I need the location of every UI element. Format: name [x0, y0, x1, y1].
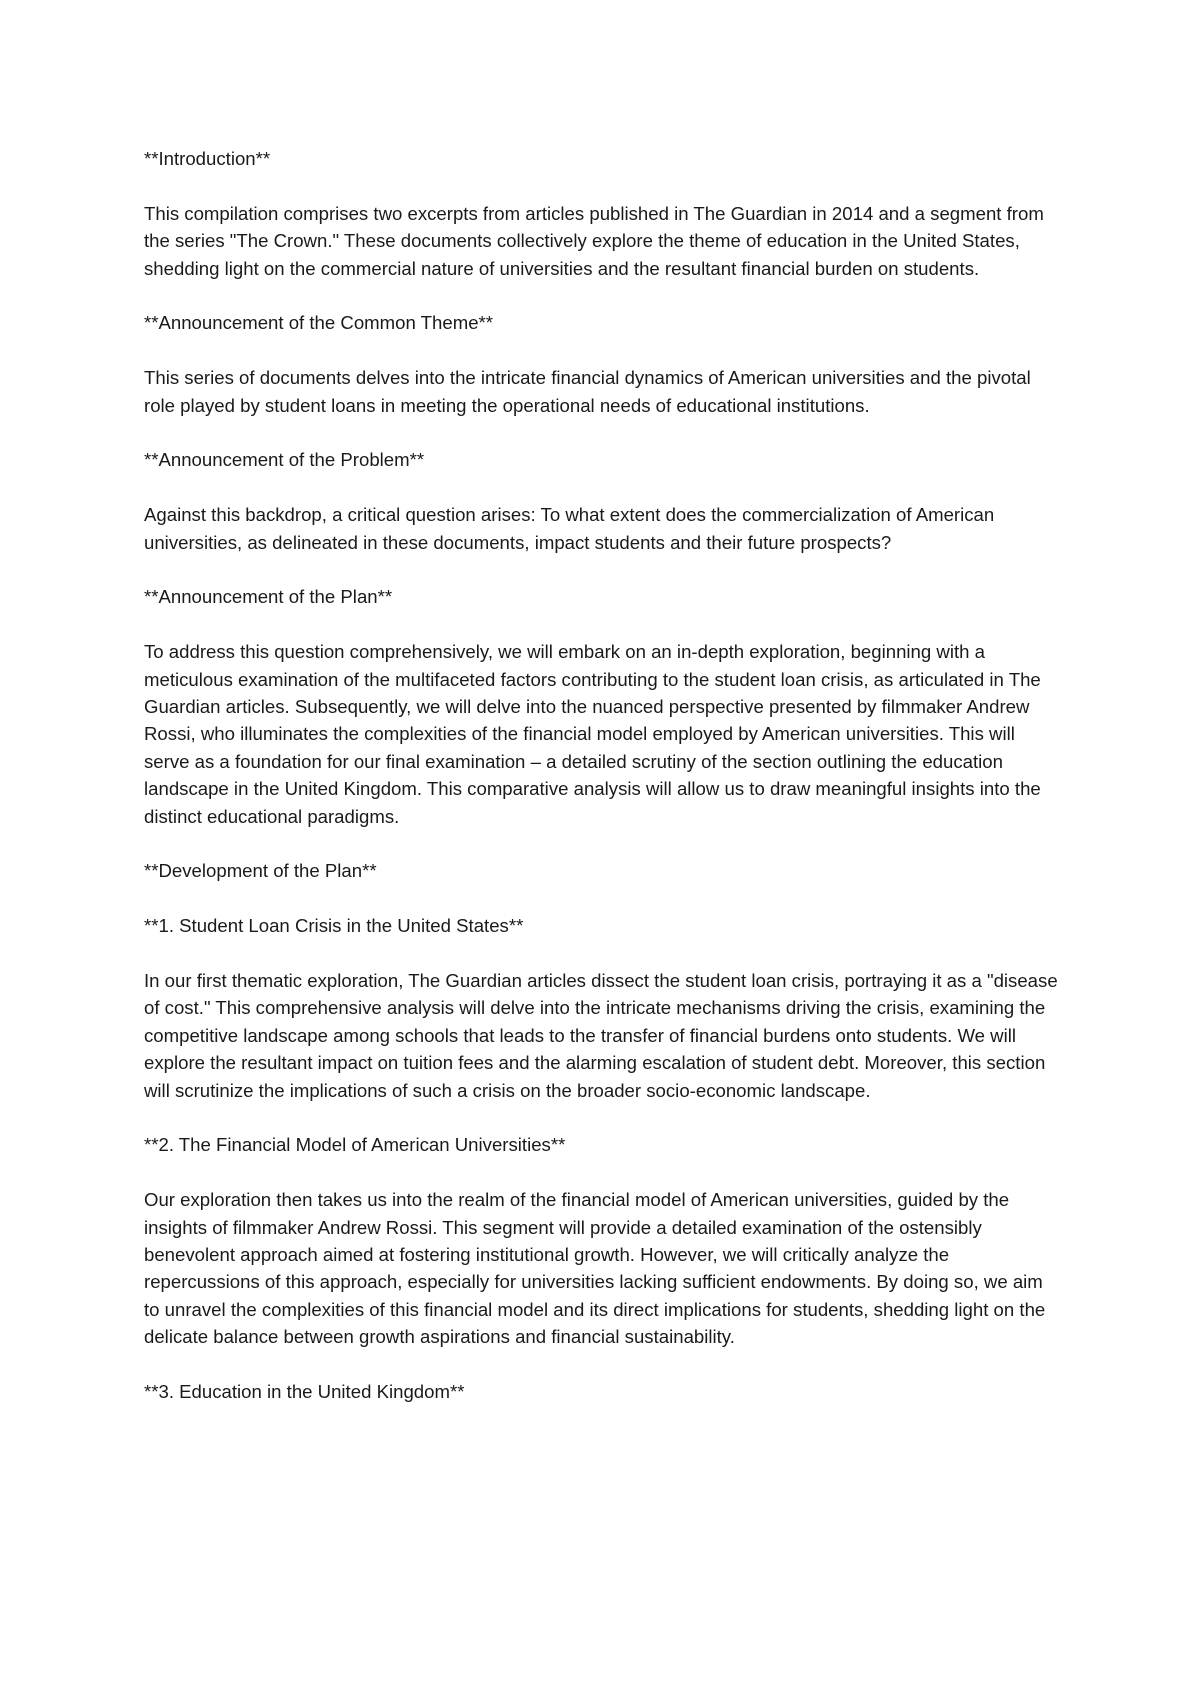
problem-heading: **Announcement of the Problem**: [144, 449, 425, 471]
intro-paragraph: This compilation comprises two excerpts from articles published in The Guardian in 2014 and a segment from the series "The Crown." These documents collectively explore the theme of education in the United States, shedding light on the commercial nature of universities and the resultant financial burden on students.: [144, 202, 1044, 279]
common-theme-paragraph: This series of documents delves into the intricate financial dynamics of American universities and the pivotal role played by student loans in meeting the operational needs of educational institutions.: [144, 367, 1031, 416]
development-heading: **Development of the Plan**: [144, 860, 377, 882]
section-1-heading: **1. Student Loan Crisis in the United States**: [144, 915, 524, 937]
plan-heading: **Announcement of the Plan**: [144, 586, 393, 608]
section-3-heading: **3. Education in the United Kingdom**: [144, 1381, 465, 1403]
problem-paragraph: Against this backdrop, a critical question arises: To what extent does the commercialization of American universities, as delineated in these documents, impact students and their future prospects?: [144, 504, 995, 553]
common-theme-heading: **Announcement of the Common Theme**: [144, 312, 494, 334]
document-body: [144, 145, 1062, 1433]
section-2-paragraph: Our exploration then takes us into the realm of the financial model of American universities, guided by the insights of filmmaker Andrew Rossi. This segment will provide a detailed examination of the ostensibly benevolent approach aimed at fostering institutional growth. However, we will critically analyze the repercussions of this approach, especially for universities lacking sufficient endowments. By doing so, we aim to unravel the complexities of this financial model and its direct implications for students, shedding light on the delicate balance between growth aspirations and financial sustainability.: [144, 1189, 1046, 1348]
section-2-heading: **2. The Financial Model of American Universities**: [144, 1134, 566, 1156]
plan-paragraph: To address this question comprehensively, we will embark on an in-depth exploration, beginning with a meticulous examination of the multifaceted factors contributing to the student loan crisis, as articulated in The Guardian articles. Subsequently, we will delve into the nuanced perspective presented by filmmaker Andrew Rossi, who illuminates the complexities of the financial model employed by American universities. This will serve as a foundation for our final examination – a detailed scrutiny of the section outlining the education landscape in the United Kingdom. This comparative analysis will allow us to draw meaningful insights into the distinct educational paradigms.: [144, 641, 1041, 827]
intro-heading: **Introduction**: [144, 148, 271, 169]
section-1-paragraph: In our first thematic exploration, The Guardian articles dissect the student loan crisis, portraying it as a "disease of cost." This comprehensive analysis will delve into the intricate mechanisms driving the crisis, examining the competitive landscape among schools that leads to the transfer of financial burdens onto students. We will explore the resultant impact on tuition fees and the alarming escalation of student debt. Moreover, this section will scrutinize the implications of such a crisis on the broader socio-economic landscape.: [144, 970, 1058, 1101]
